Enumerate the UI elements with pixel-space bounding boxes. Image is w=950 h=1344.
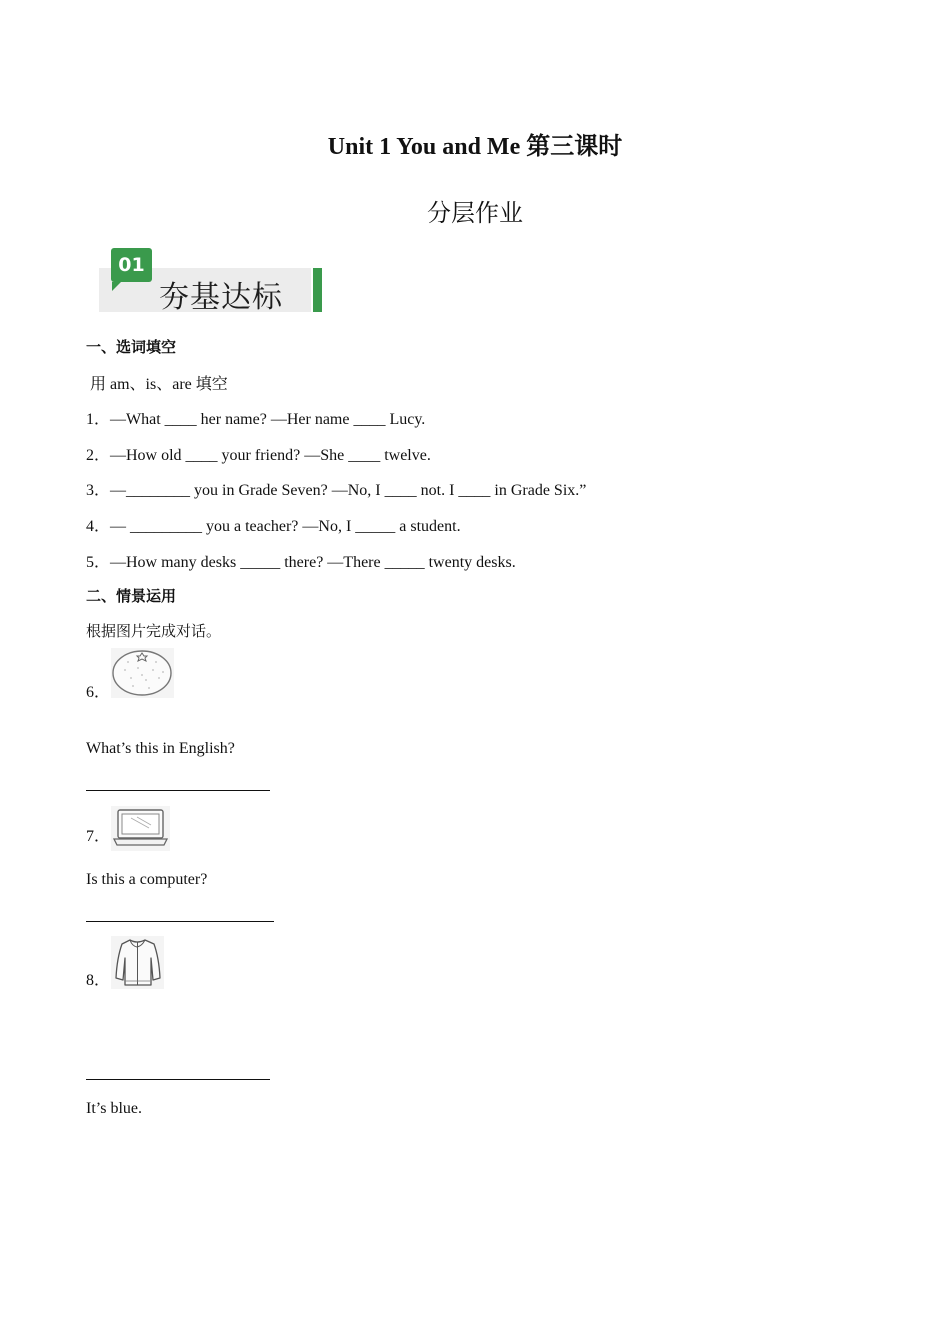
section2-instruction: 根据图片完成对话。 [86,622,222,640]
page-subtitle: 分层作业 [427,199,523,227]
question-3: 3．—________ you in Grade Seven? —No, I ____ not. I ____ in Grade Six.” [86,482,587,499]
orange-icon [111,648,174,698]
question-8-answer: It’s blue. [86,1100,142,1117]
laptop-icon [111,806,170,851]
jacket-icon [111,936,164,989]
question-5: 5．—How many desks _____ there? —There _____ twenty desks. [86,554,516,571]
section1-instruction: 用 am、is、are 填空 [90,376,228,393]
question-4: 4．— _________ you a teacher? —No, I _____ a student. [86,518,461,535]
banner-number: 01 [111,248,152,282]
banner-label: 夯基达标 [159,280,283,315]
section-banner [99,248,323,315]
question-7-number: 7． [86,828,111,845]
question-2: 2．—How old ____ your friend? —She ____ twelve. [86,447,431,464]
question-1: 1．—What ____ her name? —Her name ____ Lucy. [86,411,426,428]
section2-heading: 二、情景运用 [86,587,177,605]
answer-line-7[interactable] [86,921,274,922]
answer-line-6[interactable] [86,790,270,791]
section1-heading: 一、选词填空 [86,338,177,356]
answer-line-8[interactable] [86,1079,270,1080]
question-8-number: 8． [86,972,111,989]
question-6-number: 6． [86,684,111,701]
question-7-text: Is this a computer? [86,871,208,888]
question-6-text: What’s this in English? [86,740,235,757]
page-title: Unit 1 You and Me 第三课时 [327,134,623,160]
